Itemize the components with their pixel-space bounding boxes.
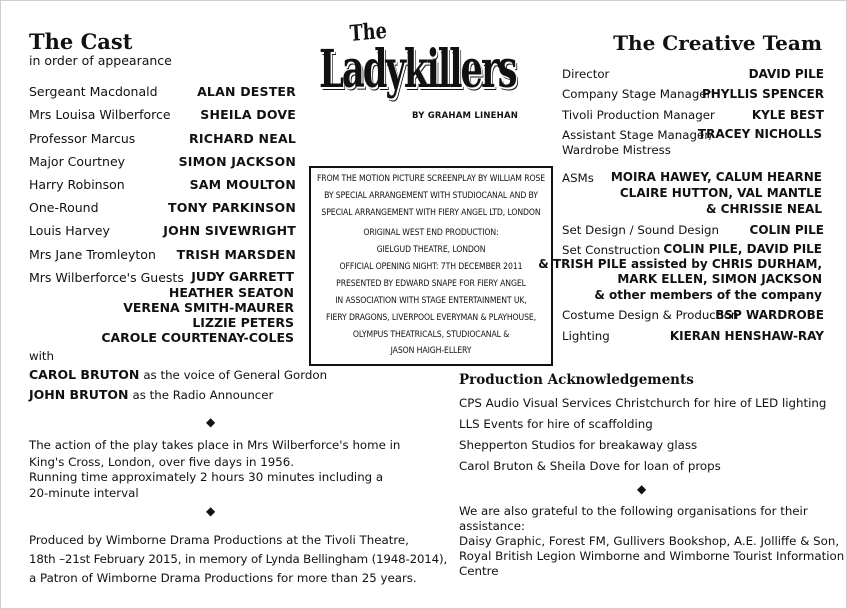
acknowledgement-item: CPS Audio Visual Services Christchurch for hire of LED lighting <box>459 396 827 410</box>
voice-credit <box>29 387 273 402</box>
guests-role: Mrs Wilberforce's Guests <box>29 270 184 285</box>
cast-role: Mrs Jane Tromleyton <box>29 247 156 262</box>
credits-line: ORIGINAL WEST END PRODUCTION: <box>363 228 499 238</box>
credits-line: SPECIAL ARRANGEMENT WITH FIERY ANGEL LTD, LONDON <box>321 208 541 218</box>
setting-line: King's Cross, London, over five days in 1956. <box>29 455 295 469</box>
creative-member: DAVID PILE <box>748 67 824 81</box>
creative-member: MARK ELLEN, SIMON JACKSON <box>617 272 822 286</box>
cast-actor: ALAN DESTER <box>197 84 296 99</box>
cast-row <box>29 107 296 127</box>
cast-role: Sergeant Macdonald <box>29 84 158 99</box>
guest-actor: JUDY GARRETT <box>191 269 294 284</box>
creative-role: Assistant Stage Manager/ <box>562 128 714 142</box>
credits-line: OFFICIAL OPENING NIGHT: 7TH DECEMBER 2011 <box>339 262 523 272</box>
organisations-line: Royal British Legion Wimborne and Wimborne Tourist Information <box>459 549 845 563</box>
setting-line: The action of the play takes place in Mrs Wilberforce's home in <box>29 438 401 452</box>
cast-role: Harry Robinson <box>29 177 125 192</box>
show-logo <box>319 17 539 128</box>
creative-role: Lighting <box>562 329 610 343</box>
cast-actor: SHEILA DOVE <box>200 107 296 122</box>
cast-actor: TRISH MARSDEN <box>176 247 296 262</box>
logo-title: Ladykillers <box>319 39 516 100</box>
organisations-line: Daisy Graphic, Forest FM, Gullivers Bookshop, A.E. Jolliffe & Son, <box>459 534 840 548</box>
organisations-line: Centre <box>459 564 499 578</box>
acknowledgement-item: Carol Bruton & Sheila Dove for loan of props <box>459 459 721 473</box>
cast-actor: RICHARD NEAL <box>189 131 296 146</box>
creative-heading: The Creative Team <box>613 31 822 55</box>
creative-member: COLIN PILE, DAVID PILE <box>663 242 822 256</box>
creative-role: Costume Design & Production <box>562 308 739 322</box>
creative-member: BSP WARDROBE <box>715 308 824 322</box>
cast-role: Mrs Louisa Wilberforce <box>29 107 171 122</box>
acknowledgements-heading: Production Acknowledgements <box>459 372 694 388</box>
cast-row <box>29 200 296 220</box>
produced-line: 18th –21st February 2015, in memory of Lynda Bellingham (1948-2014), <box>29 552 448 566</box>
credits-line: BY SPECIAL ARRANGEMENT WITH STUDIOCANAL AND BY <box>324 191 538 201</box>
grateful-line: assistance: <box>459 519 525 533</box>
guest-actor: LIZZIE PETERS <box>192 315 294 330</box>
creative-member: COLIN PILE <box>749 223 824 237</box>
diamond-divider: ◆ <box>206 415 216 429</box>
logo-the: The <box>349 17 388 47</box>
cast-role: One-Round <box>29 200 99 215</box>
creative-role: Company Stage Manager <box>562 87 712 101</box>
credits-line: FROM THE MOTION PICTURE SCREENPLAY BY WILLIAM ROSE <box>316 174 546 184</box>
guest-actor: VERENA SMITH-MAURER <box>123 300 294 315</box>
credits-line: PRESENTED BY EDWARD SNAPE FOR FIERY ANGEL <box>336 279 526 289</box>
cast-actor: JOHN SIVEWRIGHT <box>163 223 296 238</box>
cast-heading: The Cast <box>29 29 133 54</box>
creative-member: CLAIRE HUTTON, VAL MANTLE <box>619 186 822 200</box>
creative-role: Wardrobe Mistress <box>562 143 671 157</box>
credits-line: JASON HAIGH-ELLERY <box>390 346 472 356</box>
logo-byline: BY GRAHAM LINEHAN <box>412 111 519 121</box>
credits-line: OLYMPUS THEATRICALS, STUDIOCANAL & <box>352 330 510 340</box>
produced-line: Produced by Wimborne Drama Productions at the Tivoli Theatre, <box>29 533 409 547</box>
creative-role: Set Construction <box>562 243 661 257</box>
credits-line: IN ASSOCIATION WITH STAGE ENTERTAINMENT UK, <box>335 296 527 306</box>
cast-row <box>29 84 296 104</box>
cast-actor: SAM MOULTON <box>189 177 296 192</box>
diamond-divider: ◆ <box>637 482 647 496</box>
creative-role: ASMs <box>562 171 594 185</box>
voice-role: as the Radio Announcer <box>132 388 274 402</box>
creative-member: KIERAN HENSHAW-RAY <box>669 329 824 343</box>
cast-subheading: in order of appearance <box>29 53 172 68</box>
voice-actor: JOHN BRUTON <box>29 387 129 402</box>
creative-member: PHYLLIS SPENCER <box>701 87 824 101</box>
running-time-line: 20-minute interval <box>29 486 139 500</box>
cast-actor: TONY PARKINSON <box>167 200 296 215</box>
cast-row <box>29 131 296 151</box>
cast-row <box>29 154 296 174</box>
creative-member: KYLE BEST <box>751 108 824 122</box>
running-time-line: Running time approximately 2 hours 30 minutes including a <box>29 470 384 484</box>
guest-actor: CAROLE COURTENAY-COLES <box>101 330 294 345</box>
creative-member: & TRISH PILE assisted by CHRIS DURHAM, <box>538 257 822 271</box>
creative-member: TRACEY NICHOLLS <box>697 127 822 141</box>
creative-role: Director <box>562 67 610 81</box>
voice-actor: CAROL BRUTON <box>29 367 140 382</box>
acknowledgement-item: Shepperton Studios for breakaway glass <box>459 438 698 452</box>
cast-row <box>29 247 296 267</box>
acknowledgement-item: LLS Events for hire of scaffolding <box>459 417 653 431</box>
production-credits-box <box>309 166 553 366</box>
credits-line: FIERY DRAGONS, LIVERPOOL EVERYMAN & PLAYHOUSE, <box>325 313 537 323</box>
credits-line: GIELGUD THEATRE, LONDON <box>376 245 486 255</box>
cast-role: Major Courtney <box>29 154 126 169</box>
cast-actor: SIMON JACKSON <box>178 154 296 169</box>
voice-role: as the voice of General Gordon <box>143 368 328 382</box>
voice-credit <box>29 367 327 382</box>
guest-actor: HEATHER SEATON <box>168 285 294 300</box>
cast-row <box>29 223 296 243</box>
produced-line: a Patron of Wimborne Drama Productions for more than 25 years. <box>29 571 417 585</box>
cast-row <box>29 177 296 197</box>
creative-role: Set Design / Sound Design <box>562 223 719 237</box>
diamond-divider: ◆ <box>206 504 216 518</box>
creative-member: & other members of the company <box>594 288 822 302</box>
creative-role: Tivoli Production Manager <box>562 108 715 122</box>
creative-member: MOIRA HAWEY, CALUM HEARNE <box>610 170 822 184</box>
grateful-line: We are also grateful to the following organisations for their <box>459 504 808 518</box>
cast-role: Professor Marcus <box>29 131 136 146</box>
creative-member: & CHRISSIE NEAL <box>706 202 822 216</box>
with-label: with <box>29 349 55 363</box>
cast-role: Louis Harvey <box>29 223 110 238</box>
